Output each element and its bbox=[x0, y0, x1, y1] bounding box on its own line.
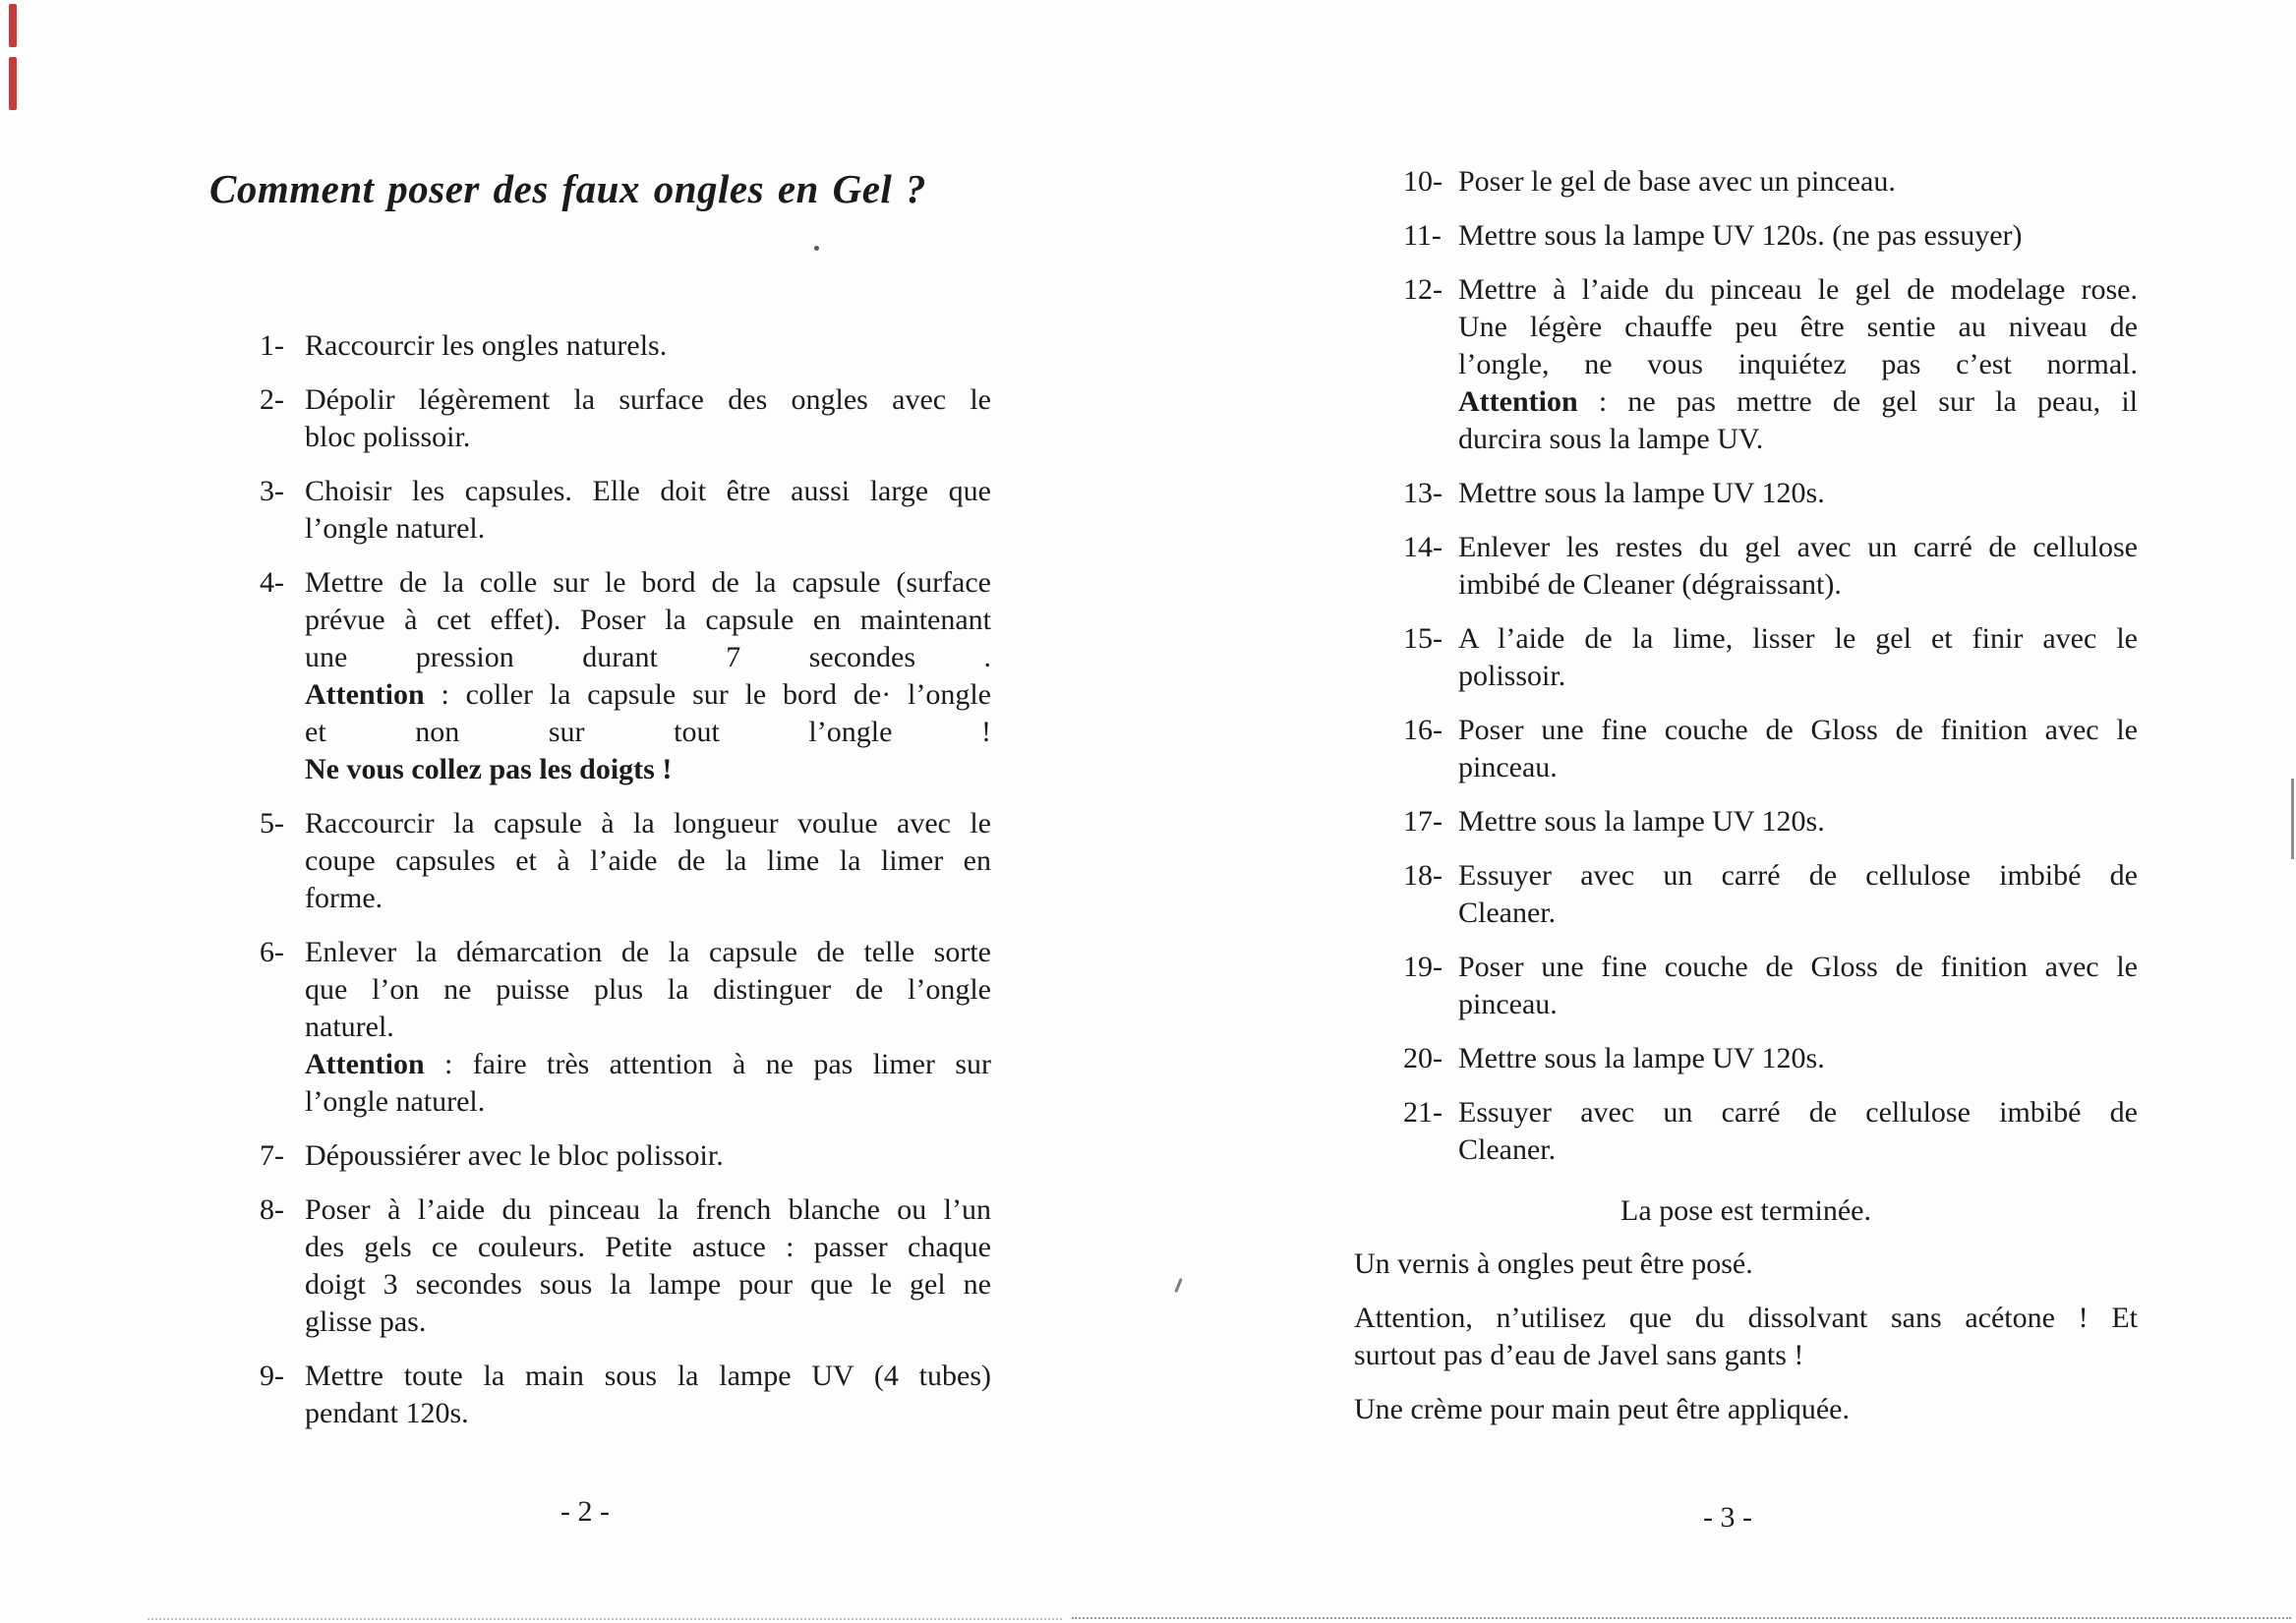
list-item bbox=[1403, 217, 2138, 255]
text-line bbox=[1458, 271, 2138, 309]
list-item bbox=[260, 1137, 991, 1175]
text-line bbox=[1458, 949, 2138, 986]
text: Mettre sous la lampe UV 120s. bbox=[1458, 1042, 1825, 1074]
list-item bbox=[260, 934, 991, 1121]
text-line bbox=[305, 1009, 991, 1046]
list-item bbox=[1403, 1040, 2138, 1077]
text: : faire très attention à ne pas limer sur bbox=[424, 1048, 991, 1080]
text: Raccourcir la capsule à la longueur voulue avec le bbox=[305, 807, 991, 840]
item-number: 14- bbox=[1403, 531, 1442, 563]
text: Dépolir légèrement la surface des ongles avec le bbox=[305, 383, 991, 416]
page-number-left: - 2 - bbox=[560, 1495, 610, 1528]
text: Mettre toute la main sous la lampe UV (4 tubes) bbox=[305, 1360, 991, 1392]
text-line bbox=[1458, 309, 2138, 346]
text-line bbox=[1458, 712, 2138, 749]
text-line bbox=[305, 714, 991, 751]
scan-artifact-edge-line bbox=[2291, 779, 2294, 859]
bold-text: Attention bbox=[305, 1048, 425, 1080]
item-number: 20- bbox=[1403, 1042, 1442, 1074]
text-line bbox=[1458, 421, 2138, 458]
text: Mettre sous la lampe UV 120s. bbox=[1458, 477, 1825, 509]
text-line bbox=[1458, 986, 2138, 1023]
text-line bbox=[305, 602, 991, 639]
text-line bbox=[1458, 346, 2138, 383]
text-line bbox=[1458, 566, 2138, 604]
text-line bbox=[305, 805, 991, 842]
text-line bbox=[1354, 1246, 2138, 1283]
text: Une légère chauffe peu être sentie au niveau de bbox=[1458, 311, 2138, 343]
bold-text: Ne vous collez pas les doigts ! bbox=[305, 753, 673, 785]
text-line bbox=[305, 934, 991, 971]
list-item bbox=[1403, 857, 2138, 932]
text: et non sur tout l’ongle ! bbox=[305, 716, 991, 748]
text-line bbox=[305, 639, 991, 676]
scan-artifact-red-mark bbox=[9, 4, 17, 47]
text-line bbox=[305, 1358, 991, 1395]
list-item bbox=[1403, 529, 2138, 604]
text-line bbox=[1458, 803, 2138, 840]
text-line bbox=[1458, 163, 2138, 201]
item-number: 8- bbox=[260, 1193, 284, 1226]
text: Essuyer avec un carré de cellulose imbibé de bbox=[1458, 859, 2138, 892]
item-number: 19- bbox=[1403, 951, 1442, 983]
text: prévue à cet effet). Poser la capsule en maintenant bbox=[305, 604, 991, 636]
text: naturel. bbox=[305, 1011, 394, 1043]
text-line bbox=[1354, 1391, 2138, 1428]
closing-paragraphs bbox=[1354, 1246, 2138, 1428]
text-line bbox=[1458, 658, 2138, 695]
text-line bbox=[1458, 857, 2138, 895]
text: durcira sous la lampe UV. bbox=[1458, 423, 1764, 455]
text: que l’on ne puisse plus la distinguer de l’ongle bbox=[305, 973, 991, 1006]
text-line bbox=[1354, 1337, 2138, 1374]
text: Poser une fine couche de Gloss de finition avec le bbox=[1458, 951, 2138, 983]
text: A l’aide de la lime, lisser le gel et finir avec le bbox=[1458, 622, 2138, 655]
text-line bbox=[1458, 1040, 2138, 1077]
text: Un vernis à ongles peut être posé. bbox=[1354, 1247, 1753, 1280]
item-number: 7- bbox=[260, 1139, 284, 1172]
list-item bbox=[1403, 949, 2138, 1023]
text-line bbox=[1354, 1300, 2138, 1337]
text-line bbox=[305, 751, 991, 788]
item-number: 13- bbox=[1403, 477, 1442, 509]
item-number: 10- bbox=[1403, 165, 1442, 198]
text-line bbox=[1458, 217, 2138, 255]
text-line bbox=[305, 1229, 991, 1266]
list-item bbox=[1403, 620, 2138, 695]
item-number: 12- bbox=[1403, 273, 1442, 306]
text-line bbox=[305, 327, 991, 365]
text: Attention, n’utilisez que du dissolvant sans acétone ! Et bbox=[1354, 1302, 2138, 1334]
item-number: 17- bbox=[1403, 805, 1442, 838]
closing-paragraph bbox=[1354, 1300, 2138, 1374]
text-line bbox=[1458, 475, 2138, 512]
text-line bbox=[305, 1395, 991, 1432]
text-line bbox=[305, 1137, 991, 1175]
text: l’ongle naturel. bbox=[305, 512, 486, 545]
text: Poser à l’aide du pinceau la french blanche ou l’un bbox=[305, 1193, 991, 1226]
list-item bbox=[1403, 712, 2138, 786]
list-item bbox=[260, 327, 991, 365]
list-item bbox=[1403, 1094, 2138, 1169]
text-line bbox=[305, 676, 991, 714]
list-item bbox=[260, 805, 991, 917]
text: Poser le gel de base avec un pinceau. bbox=[1458, 165, 1896, 198]
text-line bbox=[305, 971, 991, 1009]
list-item bbox=[260, 381, 991, 456]
text-line bbox=[1458, 749, 2138, 786]
text: : coller la capsule sur le bord de· l’ongle bbox=[424, 678, 991, 711]
text-line bbox=[305, 880, 991, 917]
text-line bbox=[305, 1191, 991, 1229]
text: Poser une fine couche de Gloss de finition avec le bbox=[1458, 714, 2138, 746]
page-number-right: - 3 - bbox=[1703, 1501, 1752, 1534]
list-item bbox=[1403, 803, 2138, 840]
closing-block bbox=[1354, 1192, 2138, 1445]
right-page-list bbox=[1403, 163, 2138, 1186]
item-number: 2- bbox=[260, 383, 284, 416]
text: Une crème pour main peut être appliquée. bbox=[1354, 1393, 1850, 1425]
text: Dépoussiérer avec le bloc polissoir. bbox=[305, 1139, 724, 1172]
scan-artifact-dotted-line bbox=[147, 1618, 1062, 1620]
text: coupe capsules et à l’aide de la lime la limer en bbox=[305, 844, 991, 877]
bold-text: Attention bbox=[1458, 385, 1578, 418]
text: Enlever les restes du gel avec un carré de cellulose bbox=[1458, 531, 2138, 563]
text: pinceau. bbox=[1458, 751, 1558, 783]
text: polissoir. bbox=[1458, 660, 1566, 692]
text: surtout pas d’eau de Javel sans gants ! bbox=[1354, 1339, 1804, 1371]
scan-artifact-red-mark bbox=[9, 57, 17, 110]
scan-artifact-dot bbox=[814, 246, 819, 251]
page-title: Comment poser des faux ongles en Gel ? bbox=[209, 166, 927, 211]
text-line bbox=[305, 419, 991, 456]
item-number: 5- bbox=[260, 807, 284, 840]
text: Raccourcir les ongles naturels. bbox=[305, 329, 668, 362]
item-number: 9- bbox=[260, 1360, 284, 1392]
text: pendant 120s. bbox=[305, 1397, 469, 1429]
text-line bbox=[305, 1083, 991, 1121]
text: Mettre sous la lampe UV 120s. (ne pas essuyer) bbox=[1458, 219, 2023, 252]
text: glisse pas. bbox=[305, 1305, 427, 1338]
text-line bbox=[305, 842, 991, 880]
list-item bbox=[1403, 475, 2138, 512]
item-number: 21- bbox=[1403, 1096, 1442, 1129]
text-line bbox=[1458, 1131, 2138, 1169]
text-line bbox=[305, 510, 991, 548]
text-line bbox=[1458, 1094, 2138, 1131]
text: : ne pas mettre de gel sur la peau, il bbox=[1577, 385, 2138, 418]
closing-statement: La pose est terminée. bbox=[1620, 1194, 1871, 1227]
item-number: 16- bbox=[1403, 714, 1442, 746]
text: doigt 3 secondes sous la lampe pour que le gel ne bbox=[305, 1268, 991, 1301]
text: Essuyer avec un carré de cellulose imbibé de bbox=[1458, 1096, 2138, 1129]
text: Enlever la démarcation de la capsule de telle sorte bbox=[305, 936, 991, 968]
text: Mettre à l’aide du pinceau le gel de modelage rose. bbox=[1458, 273, 2138, 306]
item-number: 18- bbox=[1403, 859, 1442, 892]
text-line bbox=[305, 1304, 991, 1341]
text-line bbox=[305, 1046, 991, 1083]
text: Choisir les capsules. Elle doit être aussi large que bbox=[305, 475, 991, 507]
text-line bbox=[1458, 529, 2138, 566]
text: des gels ce couleurs. Petite astuce : passer chaque bbox=[305, 1231, 991, 1263]
scan-artifact-dotted-line bbox=[1072, 1617, 2291, 1619]
closing-paragraph bbox=[1354, 1246, 2138, 1283]
list-item bbox=[1403, 163, 2138, 201]
text: forme. bbox=[305, 882, 383, 914]
scan-artifact-stroke bbox=[1174, 1278, 1182, 1293]
text: pinceau. bbox=[1458, 988, 1558, 1020]
item-number: 11- bbox=[1403, 219, 1442, 252]
text-line bbox=[1458, 620, 2138, 658]
text: l’ongle naturel. bbox=[305, 1085, 486, 1118]
text: Cleaner. bbox=[1458, 897, 1557, 929]
text: Cleaner. bbox=[1458, 1133, 1557, 1166]
closing-paragraph bbox=[1354, 1391, 2138, 1428]
list-item bbox=[260, 1191, 991, 1341]
list-item bbox=[260, 473, 991, 548]
item-number: 3- bbox=[260, 475, 284, 507]
bold-text: Attention bbox=[305, 678, 425, 711]
list-item bbox=[260, 564, 991, 788]
text-line bbox=[305, 381, 991, 419]
text-line bbox=[305, 564, 991, 602]
text: Mettre sous la lampe UV 120s. bbox=[1458, 805, 1825, 838]
list-item bbox=[260, 1358, 991, 1432]
text-line bbox=[305, 473, 991, 510]
item-number: 15- bbox=[1403, 622, 1442, 655]
item-number: 6- bbox=[260, 936, 284, 968]
text: Mettre de la colle sur le bord de la capsule (surface bbox=[305, 566, 991, 599]
text: l’ongle, ne vous inquiétez pas c’est normal. bbox=[1458, 348, 2138, 380]
item-number: 1- bbox=[260, 329, 284, 362]
item-number: 4- bbox=[260, 566, 284, 599]
text: imbibé de Cleaner (dégraissant). bbox=[1458, 568, 1842, 601]
left-page-list bbox=[260, 327, 991, 1449]
text-line bbox=[1458, 895, 2138, 932]
list-item bbox=[1403, 271, 2138, 458]
text: une pression durant 7 secondes . bbox=[305, 641, 991, 673]
text-line bbox=[305, 1266, 991, 1304]
text-line bbox=[1458, 383, 2138, 421]
text: bloc polissoir. bbox=[305, 421, 471, 453]
